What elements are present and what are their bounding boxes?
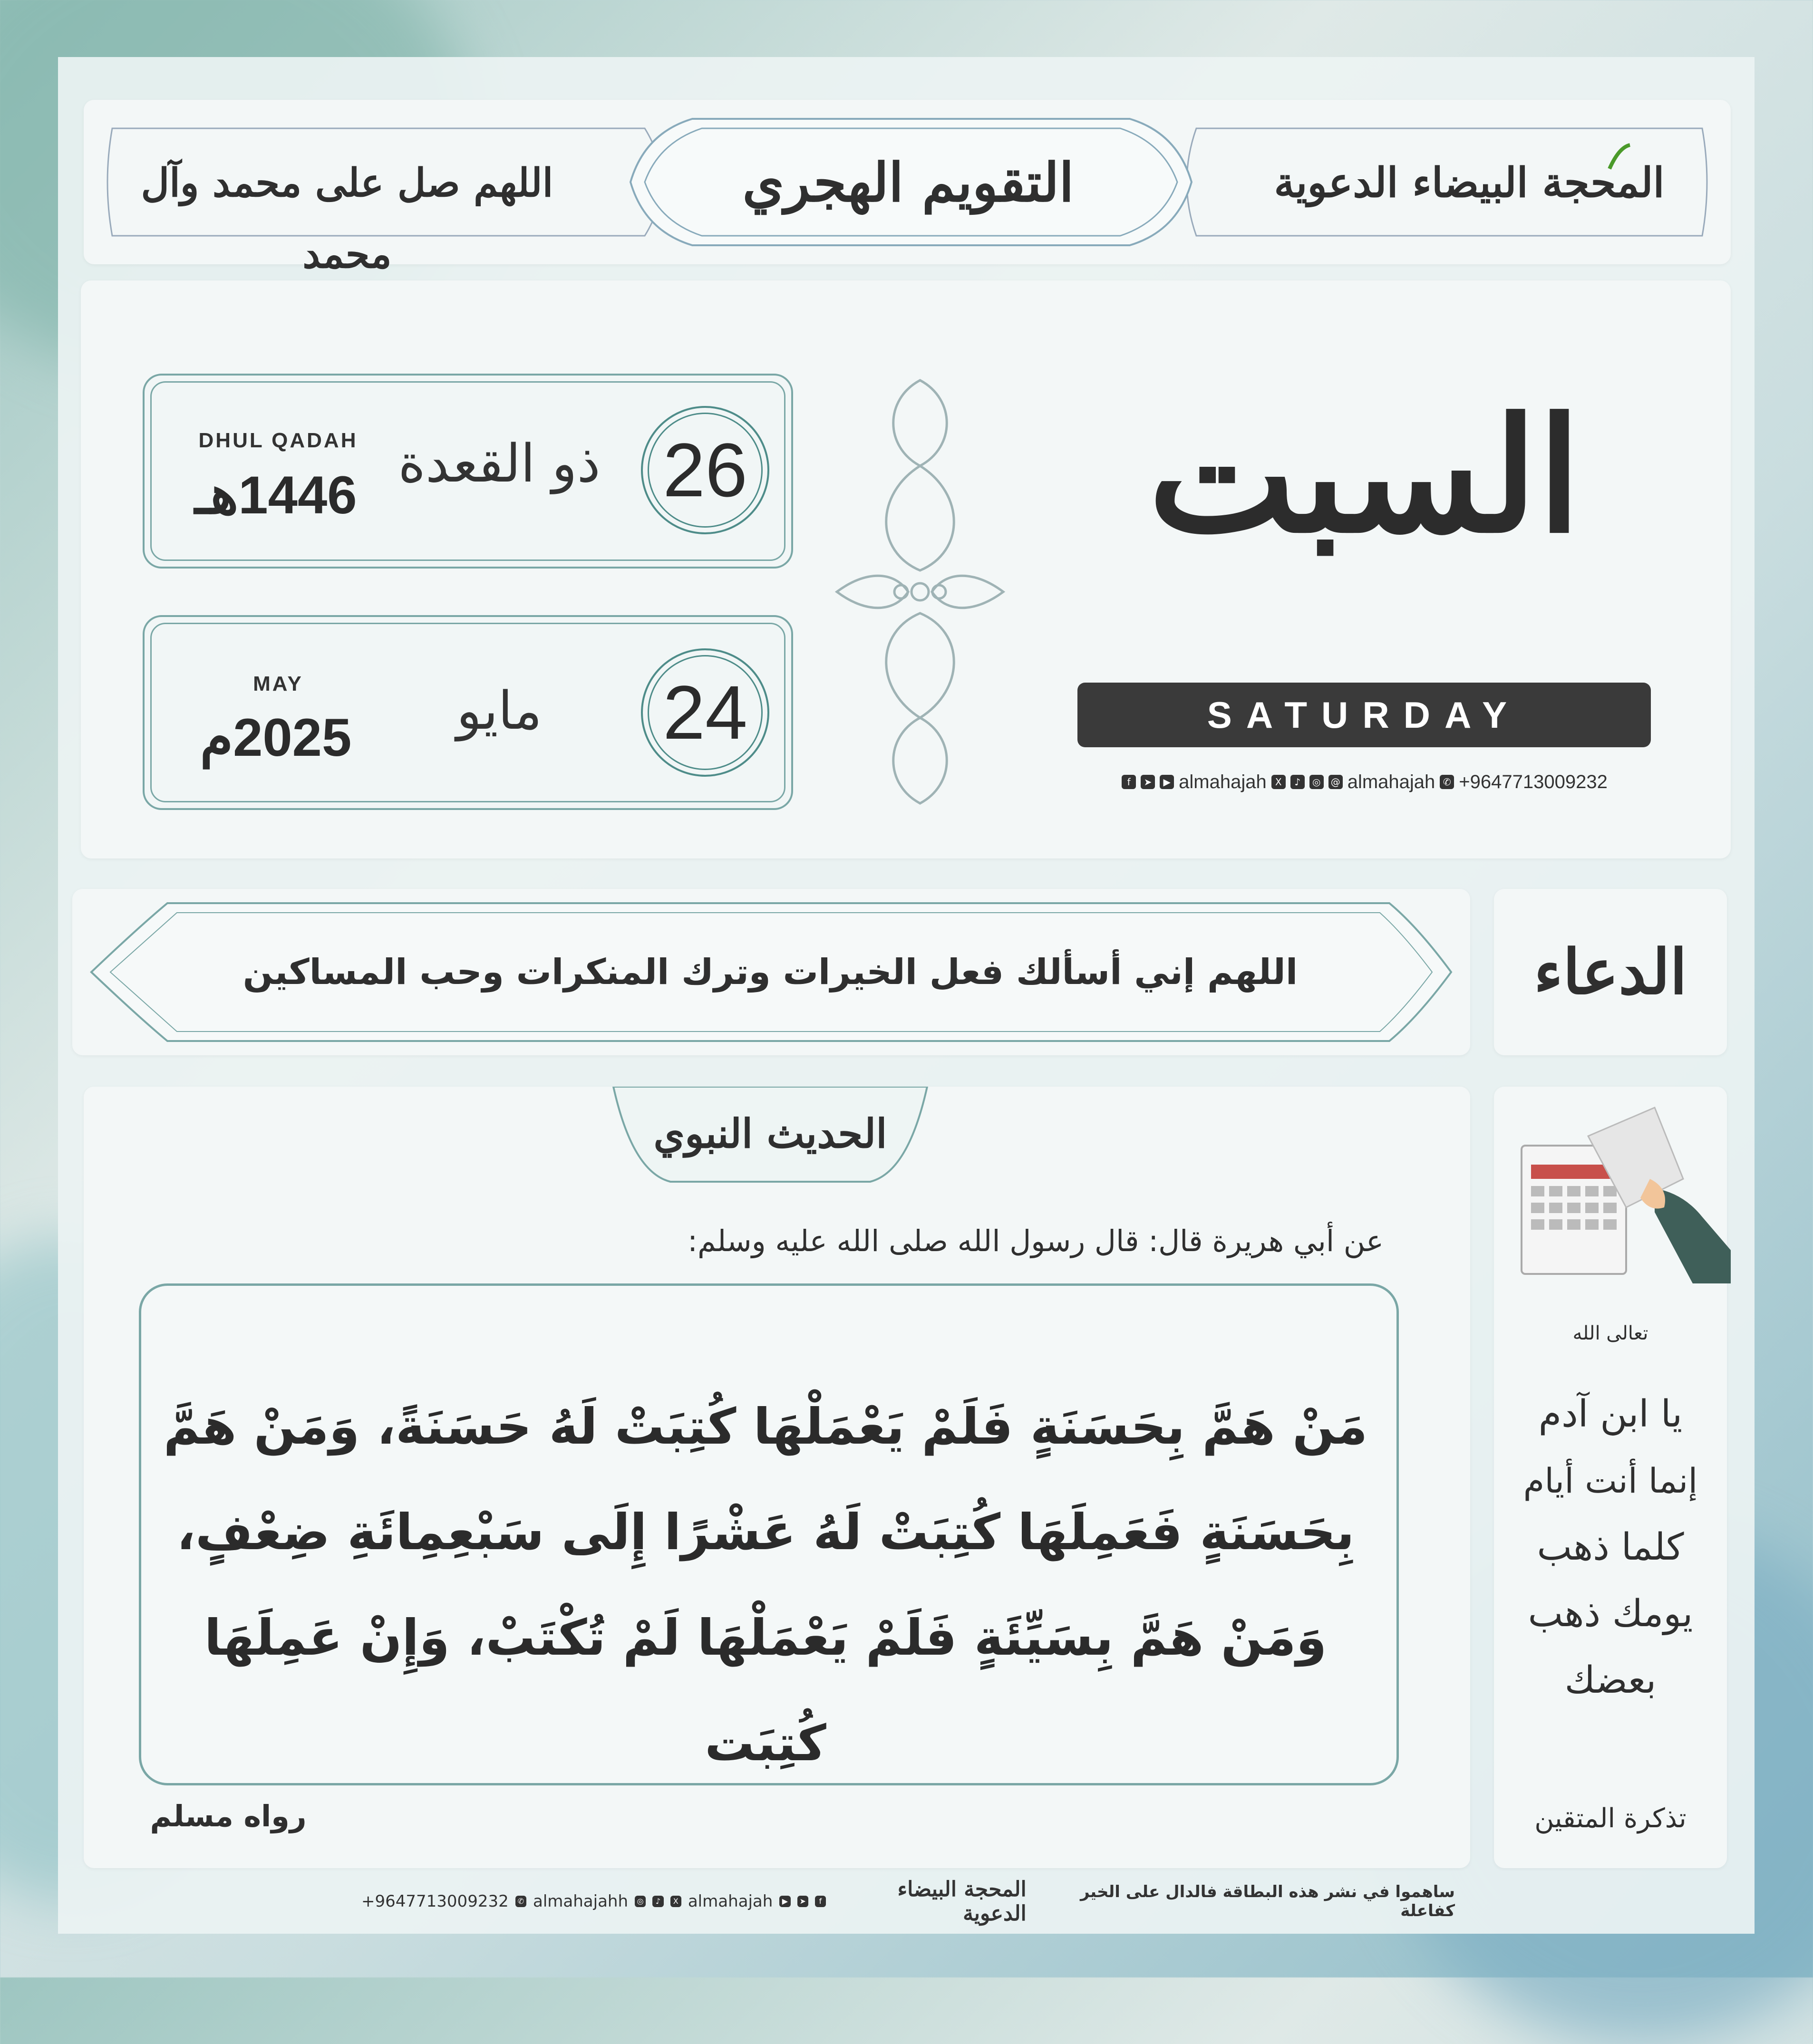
social-handle[interactable]: almahajah [1179, 771, 1267, 792]
footer-handle[interactable]: almahajahh [533, 1892, 628, 1911]
gregorian-day-number: 24 [641, 648, 769, 777]
footer-phone[interactable]: +9647713009232 [361, 1892, 509, 1911]
telegram-icon[interactable]: ➤ [797, 1896, 808, 1907]
reminder-caption: تذكرة المتقين [1534, 1803, 1687, 1834]
telegram-icon[interactable]: ➤ [1141, 775, 1155, 789]
facebook-icon[interactable]: f [1122, 775, 1136, 789]
whatsapp-icon[interactable]: ✆ [515, 1896, 526, 1907]
social-handle[interactable]: almahajah [1347, 771, 1435, 792]
gregorian-month-arabic: مايو [456, 680, 542, 741]
hijri-day-number: 26 [641, 406, 769, 534]
reminder-line-3: كلما ذهب [1537, 1526, 1684, 1569]
x-icon[interactable]: X [1271, 775, 1286, 789]
hijri-month-arabic: ذو القعدة [398, 433, 601, 494]
reminder-line-4: يومك ذهب [1528, 1592, 1693, 1635]
calendar-hand-illustration [1512, 1093, 1731, 1283]
logo-icon [1607, 143, 1631, 171]
footer [361, 1877, 1455, 1926]
reminder-line-1: يا ابن آدم [1538, 1393, 1683, 1436]
youtube-icon[interactable]: ▶ [1160, 775, 1174, 789]
x-icon[interactable]: X [670, 1896, 681, 1907]
facebook-icon[interactable]: f [815, 1896, 826, 1907]
hadith-source: رواه مسلم [150, 1799, 307, 1833]
tiktok-icon[interactable]: ♪ [652, 1896, 663, 1907]
gregorian-month-english: MAY [253, 672, 303, 695]
hijri-month-english: DHUL QADAH [198, 429, 358, 452]
threads-icon[interactable]: @ [1328, 775, 1343, 789]
dua-text: اللهم إني أسألك فعل الخيرات وترك المنكرات وحب المساكين [242, 952, 1298, 993]
footer-call-to-action: ساهموا في نشر هذه البطاقة فالدال على الخير كفاعلة [1080, 1882, 1455, 1920]
instagram-icon[interactable]: ◎ [1309, 775, 1324, 789]
day-name-english: SATURDAY [1077, 683, 1651, 747]
phone-number[interactable]: +9647713009232 [1459, 771, 1608, 792]
reminder-line-2: إنما أنت أيام [1523, 1461, 1698, 1501]
tiktok-icon[interactable]: ♪ [1290, 775, 1305, 789]
center-ornament [827, 371, 1013, 813]
instagram-icon[interactable]: ◎ [635, 1896, 646, 1907]
gregorian-year: 2025م [200, 708, 352, 767]
hadith-heading: الحديث النبوي [653, 1110, 887, 1157]
day-name-arabic: السبت [1148, 383, 1581, 568]
salawat-text: اللهم صل على محمد وآل محمد [141, 160, 553, 277]
reminder-top: تعالى الله [1572, 1322, 1648, 1344]
hadith-intro: عن أبي هريرة قال: قال رسول الله صلى الله عليه وسلم: [688, 1224, 1384, 1258]
dua-heading: الدعاء [1533, 935, 1687, 1008]
reminder-line-5: بعضك [1564, 1659, 1657, 1702]
whatsapp-icon[interactable]: ✆ [1440, 775, 1454, 789]
logo-text: المحجة البيضاء الدعوية [1274, 159, 1665, 207]
page-title: التقويم الهجري [742, 152, 1074, 214]
footer-handle[interactable]: almahajah [688, 1892, 773, 1911]
hadith-text: مَنْ هَمَّ بِحَسَنَةٍ فَلَمْ يَعْمَلْهَا كُتِبَتْ لَهُ حَسَنَةً، وَمَنْ هَمَّ بِحَسَنَةٍ فَعَمِلَهَا كُتِبَتْ لَهُ عَشْرًا إِلَى سَبْعِمِائَةِ ضِعْفٍ، وَمَنْ هَمَّ بِسَيِّئَةٍ فَلَمْ يَعْمَلْهَا لَمْ تُكْتَبْ، وَإِنْ عَمِلَهَا كُتِبَت [163, 1398, 1368, 1772]
youtube-icon[interactable]: ▶ [779, 1896, 790, 1907]
social-links [1070, 768, 1659, 796]
hijri-year: 1446هـ [194, 465, 357, 525]
footer-logo-text: المحجة البيضاء الدعوية [897, 1877, 1027, 1926]
